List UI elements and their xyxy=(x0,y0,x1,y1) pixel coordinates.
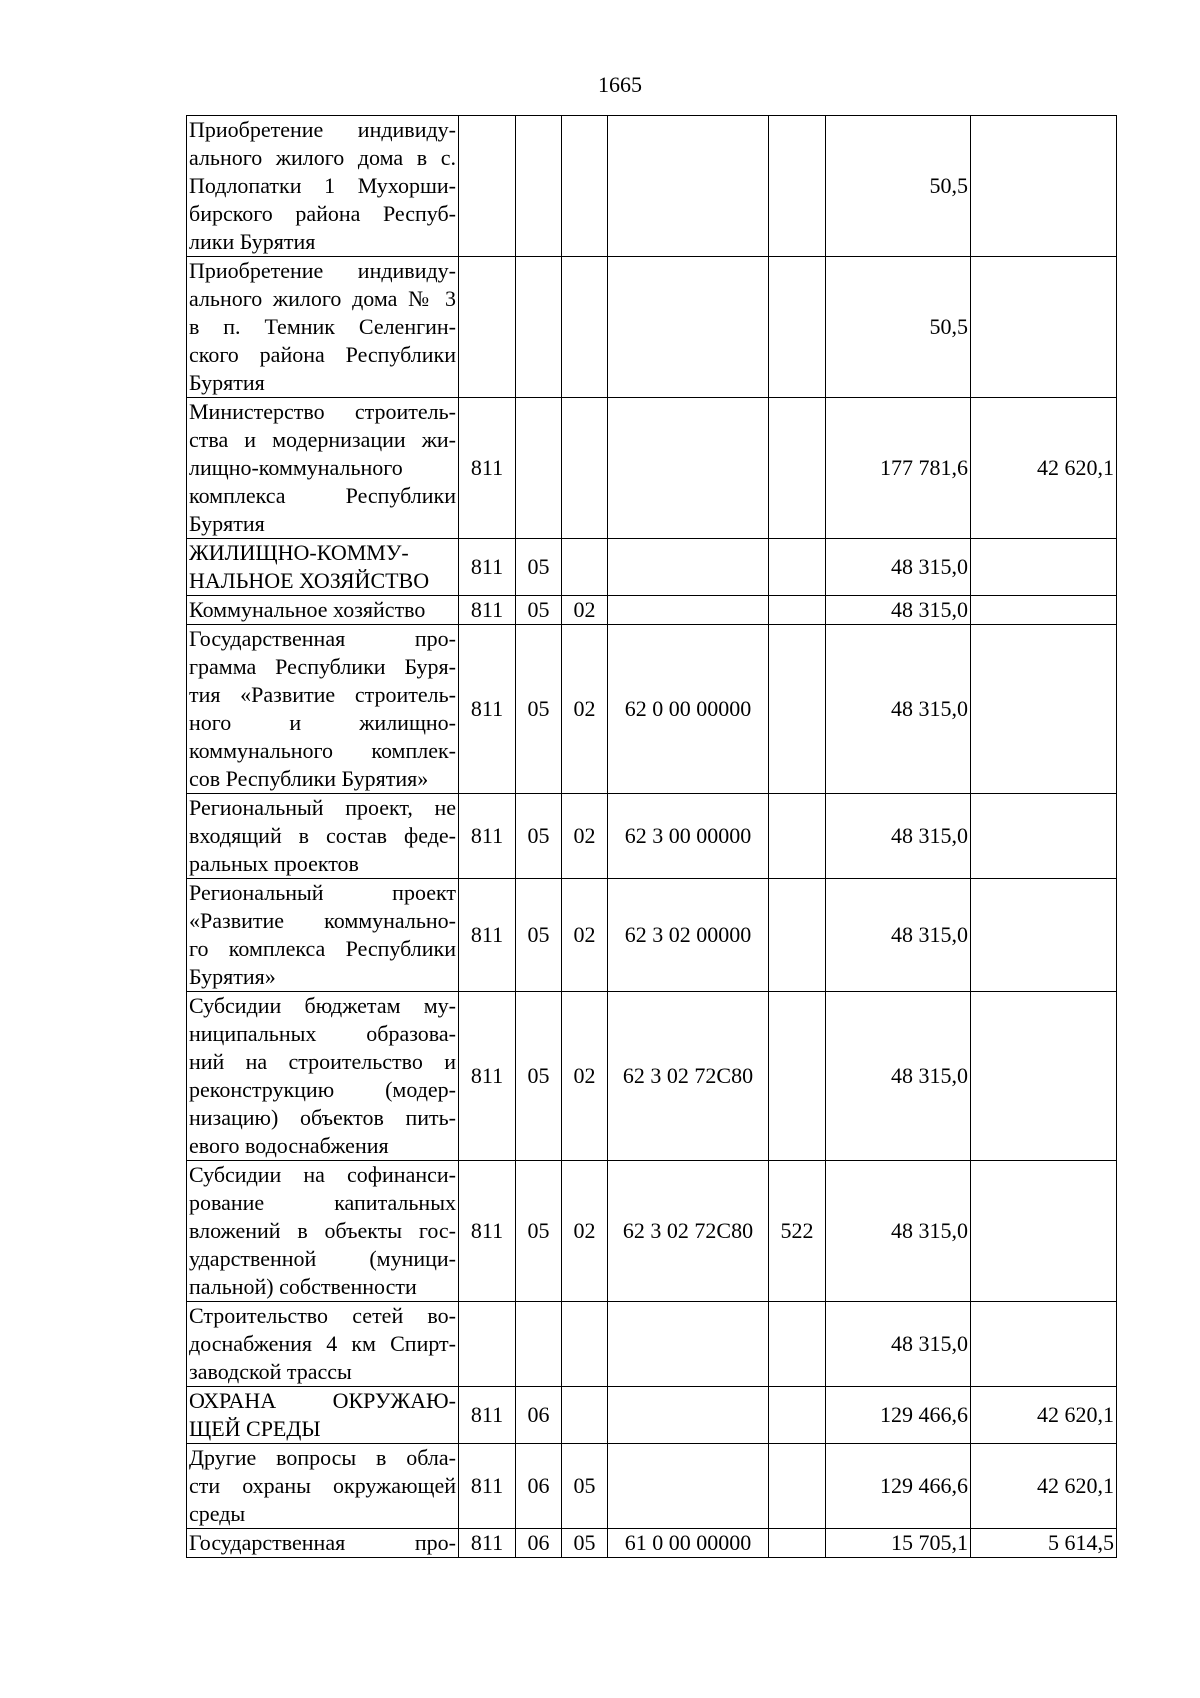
row-name-line: пальной) собственности xyxy=(189,1274,417,1299)
row-name-line: Приобретение индивиду- xyxy=(189,117,456,142)
section-code: 06 xyxy=(516,1444,562,1529)
row-name-line: ниципальных образова- xyxy=(189,1021,456,1046)
amount-total: 129 466,6 xyxy=(826,1444,971,1529)
grbs-code: 811 xyxy=(459,1387,516,1444)
row-name-line: ЖИЛИЩНО-КОММУ- xyxy=(189,540,409,565)
subsection-code: 05 xyxy=(562,1529,608,1558)
row-name xyxy=(187,1161,459,1302)
grbs-code: 811 xyxy=(459,625,516,794)
row-name-line: го комплекса Республики xyxy=(189,936,456,961)
target-article-code xyxy=(608,1302,769,1387)
expense-type-code xyxy=(769,794,826,879)
amount-federal xyxy=(971,539,1117,596)
table-row xyxy=(187,625,1117,794)
row-name-line: Бурятия xyxy=(189,511,265,536)
amount-federal xyxy=(971,625,1117,794)
expense-type-code xyxy=(769,1444,826,1529)
row-name xyxy=(187,879,459,992)
row-name-line: ОХРАНА ОКРУЖАЮ- xyxy=(189,1388,456,1413)
budget-table xyxy=(186,115,1117,1558)
row-name-line: ства и модернизации жи- xyxy=(189,427,456,452)
amount-federal xyxy=(971,116,1117,257)
row-name-line: Государственная про- xyxy=(189,626,456,651)
row-name-line: вложений в объекты гос- xyxy=(189,1218,456,1243)
grbs-code xyxy=(459,257,516,398)
subsection-code xyxy=(562,398,608,539)
expense-type-code xyxy=(769,625,826,794)
row-name-line: Другие вопросы в обла- xyxy=(189,1445,456,1470)
grbs-code: 811 xyxy=(459,1444,516,1529)
amount-federal xyxy=(971,1302,1117,1387)
subsection-code: 02 xyxy=(562,625,608,794)
subsection-code xyxy=(562,257,608,398)
target-article-code xyxy=(608,1444,769,1529)
row-name-line: ского района Республики xyxy=(189,342,456,367)
amount-federal xyxy=(971,794,1117,879)
table-row xyxy=(187,794,1117,879)
target-article-code xyxy=(608,257,769,398)
amount-federal xyxy=(971,1161,1117,1302)
row-name-line: лищно-коммунального xyxy=(189,455,403,480)
section-code: 05 xyxy=(516,539,562,596)
amount-total: 48 315,0 xyxy=(826,625,971,794)
row-name-line: грамма Республики Буря- xyxy=(189,654,456,679)
amount-total: 48 315,0 xyxy=(826,794,971,879)
subsection-code: 02 xyxy=(562,794,608,879)
row-name-line: Региональный проект, не xyxy=(189,795,456,820)
section-code: 05 xyxy=(516,794,562,879)
target-article-code: 62 3 02 72С80 xyxy=(608,1161,769,1302)
subsection-code: 02 xyxy=(562,1161,608,1302)
target-article-code xyxy=(608,116,769,257)
row-name-line: тия «Развитие строитель- xyxy=(189,682,456,707)
row-name xyxy=(187,794,459,879)
target-article-code: 61 0 00 00000 xyxy=(608,1529,769,1558)
amount-federal xyxy=(971,992,1117,1161)
table-row xyxy=(187,1387,1117,1444)
section-code: 05 xyxy=(516,879,562,992)
row-name-line: Приобретение индивиду- xyxy=(189,258,456,283)
target-article-code xyxy=(608,596,769,625)
row-name-line: НАЛЬНОЕ ХОЗЯЙСТВО xyxy=(189,568,430,593)
table-row xyxy=(187,539,1117,596)
row-name-line: сти охраны окружающей xyxy=(189,1473,456,1498)
expense-type-code xyxy=(769,398,826,539)
subsection-code xyxy=(562,1302,608,1387)
table-row xyxy=(187,398,1117,539)
table-row xyxy=(187,596,1117,625)
target-article-code xyxy=(608,1387,769,1444)
amount-federal: 5 614,5 xyxy=(971,1529,1117,1558)
amount-federal: 42 620,1 xyxy=(971,1387,1117,1444)
row-name-line: Субсидии на софинанси- xyxy=(189,1162,456,1187)
row-name-line: Субсидии бюджетам му- xyxy=(189,993,456,1018)
row-name-line: коммунального комплек- xyxy=(189,738,456,763)
table-row xyxy=(187,1302,1117,1387)
target-article-code: 62 3 02 00000 xyxy=(608,879,769,992)
section-code: 05 xyxy=(516,625,562,794)
expense-type-code xyxy=(769,596,826,625)
row-name-line: комплекса Республики xyxy=(189,483,456,508)
row-name-line: Подлопатки 1 Мухорши- xyxy=(189,173,456,198)
row-name-line: ральных проектов xyxy=(189,851,359,876)
target-article-code: 62 3 02 72С80 xyxy=(608,992,769,1161)
table-row xyxy=(187,1161,1117,1302)
grbs-code: 811 xyxy=(459,992,516,1161)
target-article-code xyxy=(608,398,769,539)
row-name-line: Государственная про- xyxy=(189,1530,456,1555)
amount-total: 50,5 xyxy=(826,116,971,257)
row-name-line: Региональный проект xyxy=(189,880,456,905)
subsection-code xyxy=(562,539,608,596)
row-name-line: лики Бурятия xyxy=(189,229,316,254)
row-name xyxy=(187,539,459,596)
row-name-line: Бурятия xyxy=(189,370,265,395)
section-code: 06 xyxy=(516,1529,562,1558)
row-name xyxy=(187,257,459,398)
grbs-code: 811 xyxy=(459,539,516,596)
amount-total: 48 315,0 xyxy=(826,879,971,992)
row-name xyxy=(187,1529,459,1558)
amount-federal: 42 620,1 xyxy=(971,398,1117,539)
amount-total: 48 315,0 xyxy=(826,992,971,1161)
table-row xyxy=(187,879,1117,992)
section-code: 05 xyxy=(516,992,562,1161)
amount-total: 129 466,6 xyxy=(826,1387,971,1444)
section-code xyxy=(516,1302,562,1387)
grbs-code: 811 xyxy=(459,1529,516,1558)
row-name-line: низацию) объектов пить- xyxy=(189,1105,456,1130)
section-code xyxy=(516,257,562,398)
amount-federal xyxy=(971,879,1117,992)
row-name-line: входящий в состав феде- xyxy=(189,823,456,848)
section-code: 05 xyxy=(516,1161,562,1302)
amount-total: 48 315,0 xyxy=(826,1161,971,1302)
grbs-code: 811 xyxy=(459,879,516,992)
subsection-code xyxy=(562,1387,608,1444)
row-name xyxy=(187,1302,459,1387)
section-code xyxy=(516,116,562,257)
expense-type-code: 522 xyxy=(769,1161,826,1302)
section-code: 06 xyxy=(516,1387,562,1444)
expense-type-code xyxy=(769,539,826,596)
amount-total: 48 315,0 xyxy=(826,1302,971,1387)
table-row xyxy=(187,257,1117,398)
grbs-code: 811 xyxy=(459,794,516,879)
grbs-code: 811 xyxy=(459,398,516,539)
amount-federal xyxy=(971,596,1117,625)
row-name-line: Министерство строитель- xyxy=(189,399,456,424)
subsection-code: 02 xyxy=(562,596,608,625)
budget-table-body xyxy=(187,116,1117,1558)
amount-total: 177 781,6 xyxy=(826,398,971,539)
row-name xyxy=(187,116,459,257)
row-name-line: ального жилого дома в с. xyxy=(189,145,456,170)
row-name-line: евого водоснабжения xyxy=(189,1133,389,1158)
row-name-line: бирского района Респуб- xyxy=(189,201,456,226)
subsection-code: 02 xyxy=(562,992,608,1161)
row-name xyxy=(187,398,459,539)
row-name-line: Коммунальное хозяйство xyxy=(189,597,426,622)
table-row xyxy=(187,992,1117,1161)
amount-total: 48 315,0 xyxy=(826,539,971,596)
row-name xyxy=(187,1387,459,1444)
amount-total: 48 315,0 xyxy=(826,596,971,625)
row-name xyxy=(187,625,459,794)
target-article-code: 62 3 00 00000 xyxy=(608,794,769,879)
expense-type-code xyxy=(769,116,826,257)
row-name-line: доснабжения 4 км Спирт- xyxy=(189,1331,456,1356)
subsection-code: 02 xyxy=(562,879,608,992)
target-article-code: 62 0 00 00000 xyxy=(608,625,769,794)
section-code xyxy=(516,398,562,539)
row-name xyxy=(187,596,459,625)
row-name-line: заводской трассы xyxy=(189,1359,352,1384)
row-name-line: ЩЕЙ СРЕДЫ xyxy=(189,1416,321,1441)
amount-federal: 42 620,1 xyxy=(971,1444,1117,1529)
grbs-code xyxy=(459,116,516,257)
table-row xyxy=(187,116,1117,257)
amount-total: 15 705,1 xyxy=(826,1529,971,1558)
target-article-code xyxy=(608,539,769,596)
expense-type-code xyxy=(769,257,826,398)
section-code: 05 xyxy=(516,596,562,625)
expense-type-code xyxy=(769,879,826,992)
row-name-line: рование капитальных xyxy=(189,1190,456,1215)
table-row xyxy=(187,1529,1117,1558)
expense-type-code xyxy=(769,1302,826,1387)
row-name-line: ного и жилищно- xyxy=(189,710,456,735)
row-name-line: ального жилого дома № 3 xyxy=(189,286,456,311)
row-name xyxy=(187,992,459,1161)
row-name-line: ний на строительство и xyxy=(189,1049,456,1074)
row-name-line: сов Республики Бурятия» xyxy=(189,766,429,791)
expense-type-code xyxy=(769,1529,826,1558)
expense-type-code xyxy=(769,1387,826,1444)
page-number: 1665 xyxy=(598,72,642,97)
subsection-code: 05 xyxy=(562,1444,608,1529)
row-name-line: ударственной (муници- xyxy=(189,1246,456,1271)
subsection-code xyxy=(562,116,608,257)
row-name-line: «Развитие коммунально- xyxy=(189,908,456,933)
row-name xyxy=(187,1444,459,1529)
grbs-code: 811 xyxy=(459,1161,516,1302)
row-name-line: Строительство сетей во- xyxy=(189,1303,456,1328)
row-name-line: в п. Темник Селенгин- xyxy=(189,314,456,339)
expense-type-code xyxy=(769,992,826,1161)
table-row xyxy=(187,1444,1117,1529)
grbs-code: 811 xyxy=(459,596,516,625)
row-name-line: Бурятия» xyxy=(189,964,276,989)
amount-total: 50,5 xyxy=(826,257,971,398)
grbs-code xyxy=(459,1302,516,1387)
row-name-line: среды xyxy=(189,1501,246,1526)
amount-federal xyxy=(971,257,1117,398)
row-name-line: реконструкцию (модер- xyxy=(189,1077,456,1102)
